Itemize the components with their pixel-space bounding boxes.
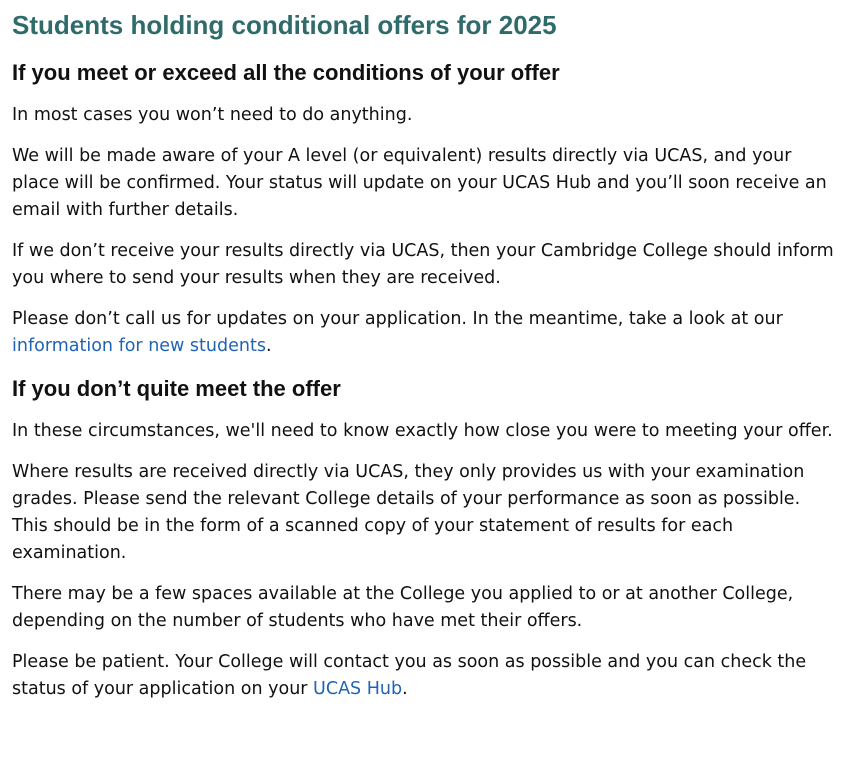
ucas-hub-link[interactable]: UCAS Hub bbox=[313, 679, 403, 699]
paragraph: We will be made aware of your A level (or equivalent) results directly via UCAS, and your place will be confirmed. Your status will update on your UCAS Hub and you’ll soon receive an email with further details. bbox=[12, 146, 827, 220]
paragraph-text: Please don’t call us for updates on your application. In the meantime, take a look at our bbox=[12, 309, 783, 329]
paragraph-text: . bbox=[402, 679, 408, 699]
section-heading: If you meet or exceed all the conditions of your offer bbox=[12, 60, 560, 85]
section-meet-conditions bbox=[12, 58, 838, 360]
content bbox=[12, 8, 838, 703]
page-title: Students holding conditional offers for 2025 bbox=[12, 10, 557, 40]
paragraph: In these circumstances, we'll need to know exactly how close you were to meeting your offer. bbox=[12, 421, 833, 441]
paragraph-text: Please be patient. Your College will contact you as soon as possible and you can check the status of your application on your bbox=[12, 652, 807, 699]
paragraph-text: . bbox=[265, 336, 272, 356]
paragraph: There may be a few spaces available at the College you applied to or at another College, depending on the number of students who have met their offers. bbox=[12, 584, 794, 631]
section-heading: If you don’t quite meet the offer bbox=[12, 376, 341, 401]
paragraph-with-link bbox=[12, 306, 838, 360]
paragraph-with-link bbox=[12, 649, 838, 703]
paragraph: Where results are received directly via UCAS, they only provides us with your examination grades. Please send the relevant College details of your performance as soon as possible. This should be in the form of a scanned copy of your statement of results for each examination. bbox=[12, 462, 805, 563]
section-not-meet-offer bbox=[12, 374, 838, 703]
paragraph: If we don’t receive your results directly via UCAS, then your Cambridge College should inform you where to send your results when they are received. bbox=[12, 241, 834, 288]
new-students-info-link[interactable]: information for new students bbox=[12, 336, 266, 356]
paragraph: In most cases you won’t need to do anything. bbox=[12, 105, 413, 125]
